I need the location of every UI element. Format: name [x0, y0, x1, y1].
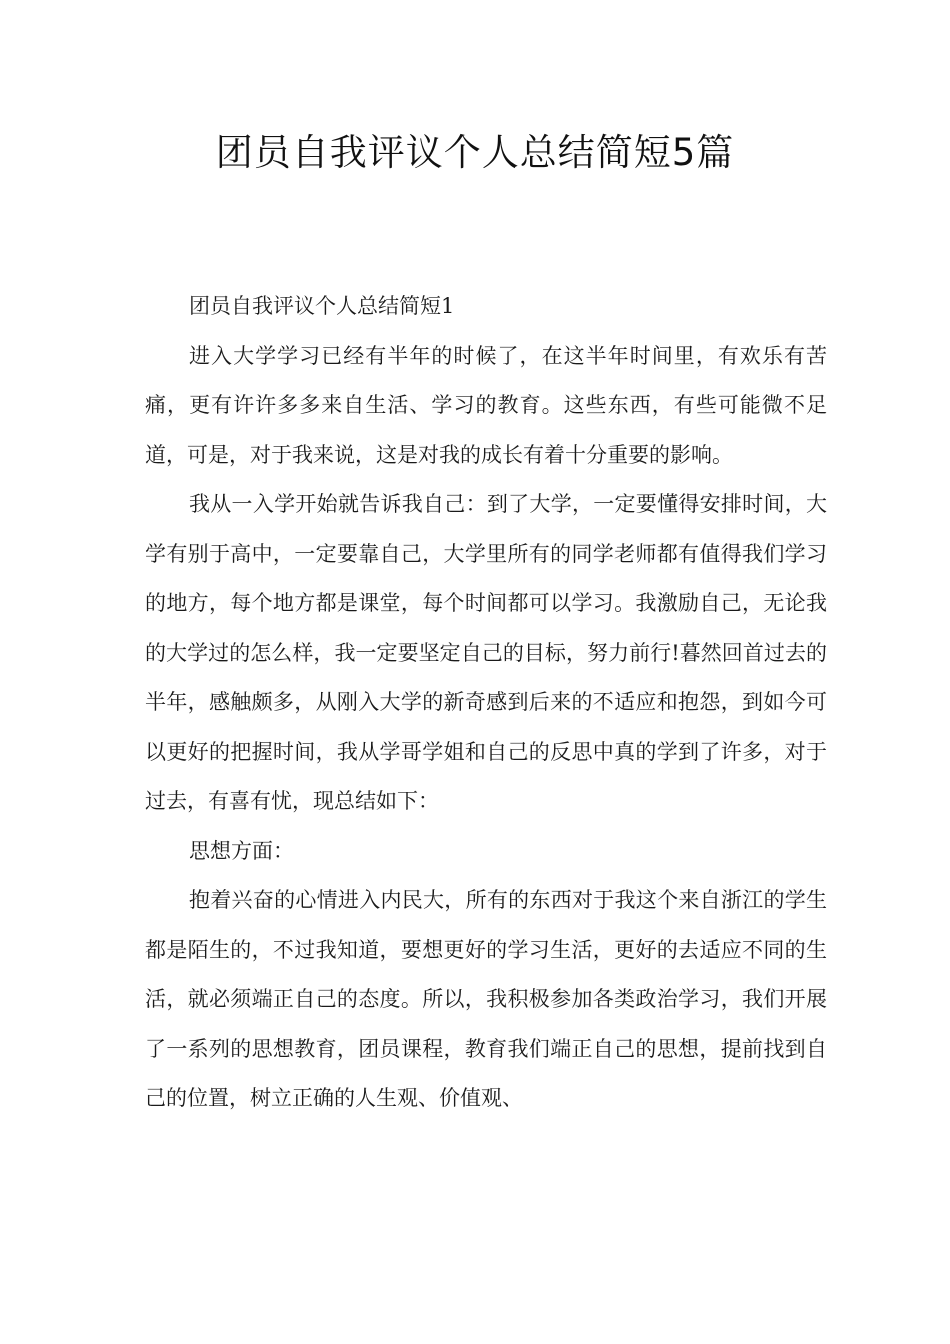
- paragraph-self-motivation: 我从一入学开始就告诉我自己：到了大学，一定要懂得安排时间，大学有别于高中，一定要靠自己，大学里所有的同学老师都有值得我们学习的地方，每个地方都是课堂，每个时间都可以学习。我激励自己，无论我的大学过的怎么样，我一定要坚定自己的目标，努力前行!暮然回首过去的半年，感触颇多，从刚入大学的新奇感到后来的不适应和抱怨，到如今可以更好的把握时间，我从学哥学姐和自己的反思中真的学到了许多，对于过去，有喜有忧，现总结如下：: [145, 492, 827, 813]
- section-heading-thought: 思想方面：: [189, 838, 294, 863]
- paragraph-subtitle: 团员自我评议个人总结简短1: [189, 294, 455, 318]
- document-body: [145, 282, 827, 1124]
- paragraph-intro: 进入大学学习已经有半年的时候了，在这半年时间里，有欢乐有苦痛，更有许许多多来自生活、学习的教育。这些东西，有些可能微不足道，可是，对于我来说，这是对我的成长有着十分重要的影响。: [145, 343, 827, 467]
- paragraph-thought: 抱着兴奋的心情进入内民大，所有的东西对于我这个来自浙江的学生都是陌生的，不过我知道，要想更好的学习生活，更好的去适应不同的生活，就必须端正自己的态度。所以，我积极参加各类政治学习，我们开展了一系列的思想教育，团员课程，教育我们端正自己的思想，提前找到自己的位置，树立正确的人生观、价值观、: [145, 888, 827, 1110]
- document-title: 团员自我评议个人总结简短5篇: [215, 131, 735, 174]
